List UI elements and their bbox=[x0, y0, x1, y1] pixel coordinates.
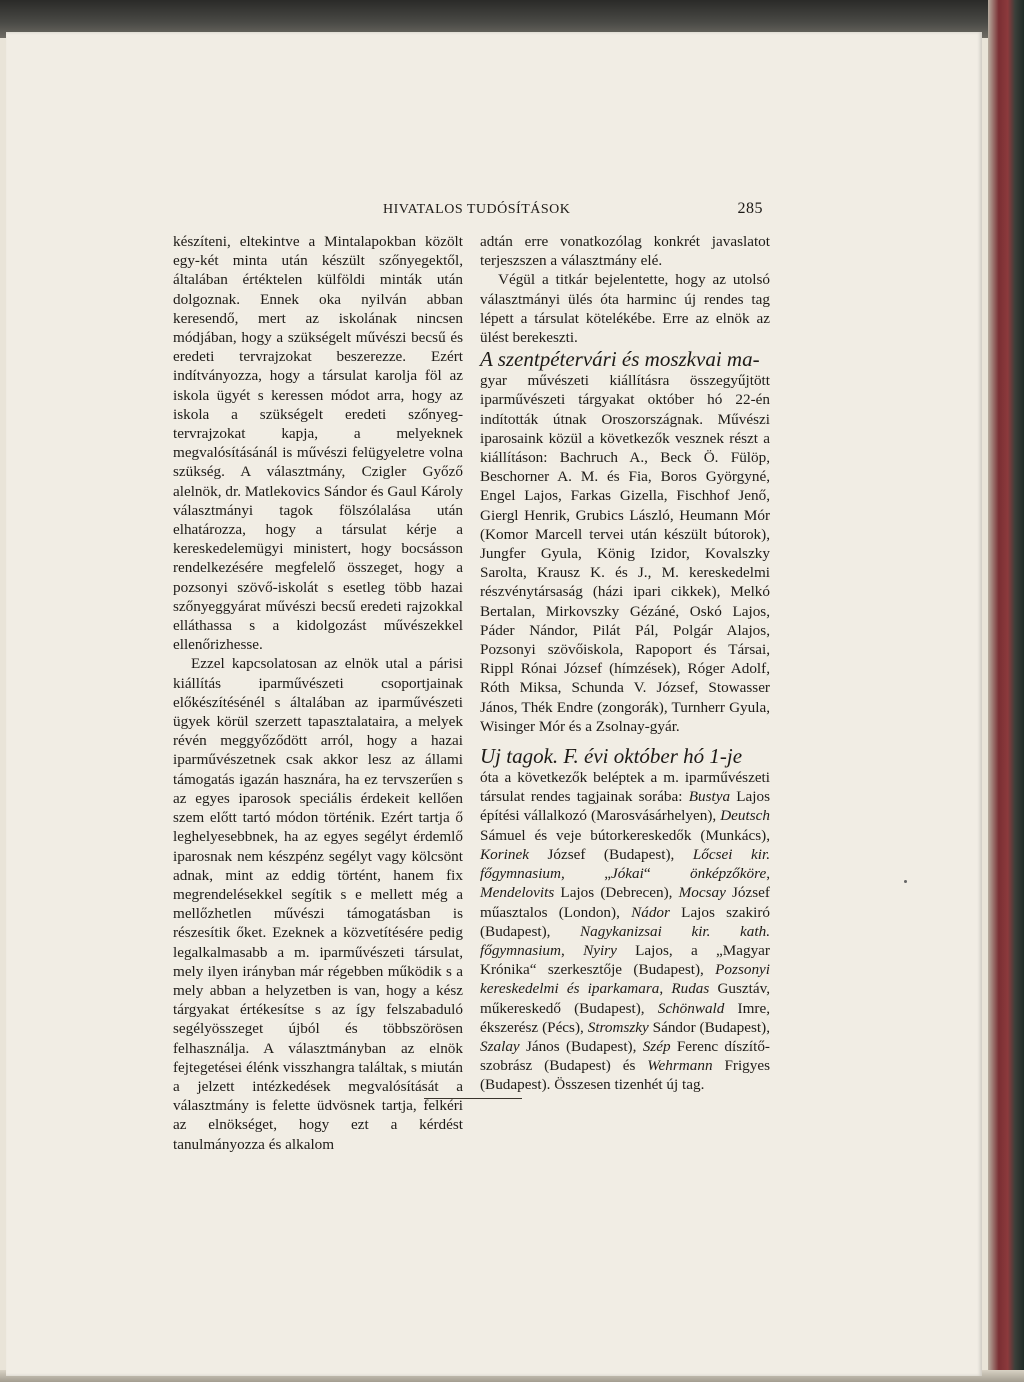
member-detail: Lajos építési vállalkozó (Marosvásárhelyen), bbox=[480, 788, 771, 825]
left-column bbox=[173, 232, 463, 1154]
member-detail: Sándor (Budapest), bbox=[648, 1018, 770, 1036]
right-column bbox=[480, 232, 770, 1095]
member-detail: Frigyes (Budapest). Összesen tizenhét új tag. bbox=[480, 1057, 771, 1094]
member-name: Rudas bbox=[671, 980, 710, 998]
member-name: Szalay bbox=[480, 1037, 520, 1055]
member-detail: Lajos, a „Magyar Krónika“ szerkesztője (Budapest), bbox=[480, 941, 770, 979]
member-detail: Sámuel és veje bútorkereskedők (Munkács), bbox=[480, 826, 770, 844]
member-name: Nagykanizsai kir. kath. főgymnasium bbox=[480, 922, 770, 959]
exhibition-paragraph: gyar művészeti kiállításra összegyűjtött iparművészeti tárgyakat október hó 22-én indították útnak Oroszországnak. Művészi iparosaink közül a következők vesznek részt a kiállításon: Bachruch A., Beck Ö. Fülöp, Beschorner A. M. és Fia, Boros Györgyné, Engel Lajos, Farkas Gizella, Fischhof Jenő, Giergl Henrik, Grubics László, Heumann Mór (Komor Marcell tervei után készült bútorok), Jungfer Gyula, König Izidor, Kovalszky Sarolta, Krausz K. és J., M. kereskedelmi részvénytársaság (házi ipari cikkek), Melkó Bertalan, Mirkovszky Gézáné, Oskó Lajos, Páder Nándor, Pilát Pál, Polgár Alajos, Pozsonyi szövőiskola, Rapoport és Társai, Rippl Rónai József (hímzések), Róger Adolf, Róth Miksa, Schunda V. József, Stowasser János, Thék Endre (zongorák), Turnherr Gyula, Wisinger Mór és a Zsolnay-gyár. bbox=[480, 372, 770, 735]
member-name: Szép bbox=[642, 1037, 671, 1055]
new-members-intro: óta a következők beléptek a m. iparművészeti társulat rendes tagjainak sorába: bbox=[480, 769, 770, 806]
left-paragraph-2: Ezzel kapcsolatosan az elnök utal a párisi kiállítás iparművészeti csoportjainak előkészítésénél s általában az iparművészeti ügyek körül szerzett tapasztalataira, a melyek révén meggyőződött arról, hogy a hazai iparművészetnek csak akkor lesz az állami támogatás igazán hasznára, ha ez tervszerűen s az egyes iparosok speciális érdekeit kellően szem előtt tartó módon történik. Ezért tartja ő leghelyesebbnek, ha az egyes segélyt érdemlő iparosnak nem készpénz segélyt vagy kölcsönt adnak, mint az eddig történt, hanem fix megrendelésekkel segítik s e mellett még a mellőzhetlen művészi támogatásban is részesítik őket. Ezeknek a közvetítésére pedig legalkalmasabb a m. iparművészeti társulat, mely ilyen irányban már régebben működik s a mely abban a helyzetben is van, hogy a kész tárgyakat értékesítse s az így felszabaduló segélyösszeget újból és többszörösen felhasználja. A választmányban az elnök fejtegetései élénk visszhangra találtak, s miután a jelzett intézkedések megvalósítását a választmány is felette üdvösnek tartja, felkéri az elnökséget, hogy ezt a kérdést tanulmányozza és alkalom bbox=[173, 655, 463, 1153]
member-detail: Imre, ékszerész (Pécs), bbox=[480, 999, 770, 1036]
new-members-paragraph bbox=[480, 768, 770, 1094]
scan-speck bbox=[904, 880, 907, 883]
member-name: Mocsay bbox=[678, 884, 726, 902]
section-heading-exhibition: A szentpétervári és moszkvai ma- bbox=[480, 347, 760, 372]
running-title: HIVATALOS TUDÓSÍTÁSOK bbox=[383, 202, 571, 217]
section-heading-new-members: Uj tagok. F. évi október hó 1-je bbox=[480, 744, 743, 769]
member-name: Bustya bbox=[688, 788, 731, 806]
member-detail: Lajos szakiró (Budapest), bbox=[480, 903, 770, 940]
member-name: Pozsonyi kereskedelmi és iparkamara bbox=[480, 961, 770, 998]
member-name: Mendelovits bbox=[480, 884, 555, 902]
member-name: önképzőköre bbox=[690, 865, 767, 883]
member-name: Korinek bbox=[480, 845, 529, 863]
member-name: Deutsch bbox=[720, 807, 770, 825]
member-detail: Ferenc díszítő-szobrász (Budapest) és bbox=[480, 1037, 770, 1075]
member-detail: , bbox=[561, 941, 584, 959]
member-detail: Lajos (Debrecen), bbox=[554, 884, 679, 902]
left-paragraph-1: készíteni, eltekintve a Mintalapokban közölt egy-két minta után készült szőnyegektől, általában értéktelen külföldi minták után dolgoznak. Ennek oka nyilván abban keresendő, mert az iskolának nincsen módjában, hogy a szükségelt művészi becsű és eredeti tervrajzokat beszerezze. Ezért indítványozza, hogy a társulat karolja föl az iskola ügyét s keressen módot arra, hogy az iskola a szükségelt eredeti szőnyeg-tervrajzokat kapja, a melyeknek megvalósításánál is művészi felügyeletre volna szükség. A választmány, Czigler Győző alelnök, dr. Matlekovics Sándor és Gaul Károly választmányi tagok fölszólalása után elhatározza, hogy a társulat kérje a kereskedelemügyi ministert, hogy bocsásson rendelkezésére megfelelő összeget, hogy a pozsonyi szövő-iskolát s esetleg több hazai szőnyeggyárat művészi becsű eredeti rajzokkal elláthassa s a kidolgozást művészekkel ellenőrizhesse. bbox=[173, 233, 463, 654]
member-detail: János (Budapest), bbox=[519, 1037, 643, 1055]
section-end-rule bbox=[424, 1098, 522, 1099]
page-number: 285 bbox=[737, 200, 763, 217]
member-name: Schönwald bbox=[657, 999, 725, 1017]
book-spine-edge bbox=[988, 0, 1024, 1382]
member-detail: József műasztalos (London), bbox=[480, 884, 770, 921]
member-detail: , „ bbox=[561, 865, 611, 883]
member-detail: , bbox=[766, 865, 770, 883]
member-name: Wehrmann bbox=[647, 1057, 713, 1075]
member-detail: József (Budapest), bbox=[528, 845, 693, 863]
member-name: Lőcsei kir. főgymnasium bbox=[480, 845, 771, 883]
member-name: Nyiry bbox=[583, 941, 617, 959]
right-paragraph-2: Végül a titkár bejelentette, hogy az utolsó választmányi ülés óta harminc új rendes tag lépett a társulat kötelékébe. Erre az elnök az ülést berekeszti. bbox=[480, 271, 770, 347]
member-detail: , bbox=[659, 980, 672, 998]
member-name: Jókai bbox=[610, 865, 644, 883]
member-name: Nádor bbox=[631, 903, 670, 921]
member-detail: “ bbox=[643, 865, 690, 883]
right-paragraph-1: adtán erre vonatkozólag konkrét javaslatot terjeszszen a választmány elé. bbox=[480, 233, 770, 270]
member-detail: Gusztáv, műkereskedő (Budapest), bbox=[480, 980, 771, 1017]
member-name: Stromszky bbox=[587, 1018, 649, 1036]
